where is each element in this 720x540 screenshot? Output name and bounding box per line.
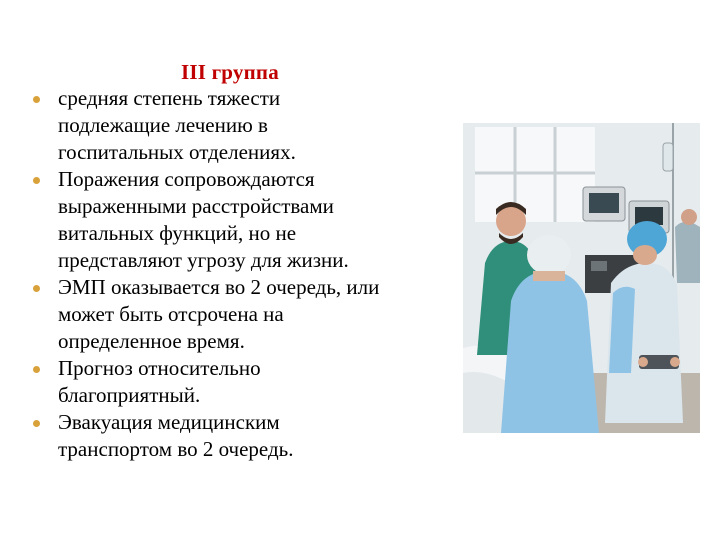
- bullet-dot-icon: [33, 96, 40, 103]
- bullet-line: госпитальных отделениях.: [58, 140, 296, 164]
- bullet-item: [30, 409, 460, 463]
- bullet-line: средняя степень тяжести: [58, 86, 281, 110]
- bullet-dot-icon: [33, 420, 40, 427]
- bullet-line: транспортом во 2 очередь.: [58, 437, 294, 461]
- slide-title: III группа: [181, 60, 279, 84]
- bullet-item: [30, 166, 460, 274]
- bullet-line: витальных функций, но не: [58, 221, 297, 245]
- bullet-line: благоприятный.: [58, 383, 201, 407]
- bullet-line: представляют угрозу для жизни.: [58, 248, 349, 272]
- bullet-dot-icon: [33, 366, 40, 373]
- bullet-dot-icon: [33, 177, 40, 184]
- medical-staff-photo: [463, 123, 700, 433]
- bullet-line: определенное время.: [58, 329, 245, 353]
- bullet-item: [30, 355, 460, 409]
- bullet-line: ЭМП оказывается во 2 очередь, или: [58, 275, 380, 299]
- bullet-line: Поражения сопровождаются: [58, 167, 315, 191]
- bullet-line: может быть отсрочена на: [58, 302, 284, 326]
- bullet-line: подлежащие лечению в: [58, 113, 268, 137]
- bullet-line: Прогноз относительно: [58, 356, 261, 380]
- bullet-line: Эвакуация медицинским: [58, 410, 280, 434]
- bullet-item: [30, 274, 460, 355]
- bullet-dot-icon: [33, 285, 40, 292]
- bullet-line: выраженными расстройствами: [58, 194, 334, 218]
- bullet-list: [30, 85, 460, 463]
- bullet-item: [30, 85, 460, 166]
